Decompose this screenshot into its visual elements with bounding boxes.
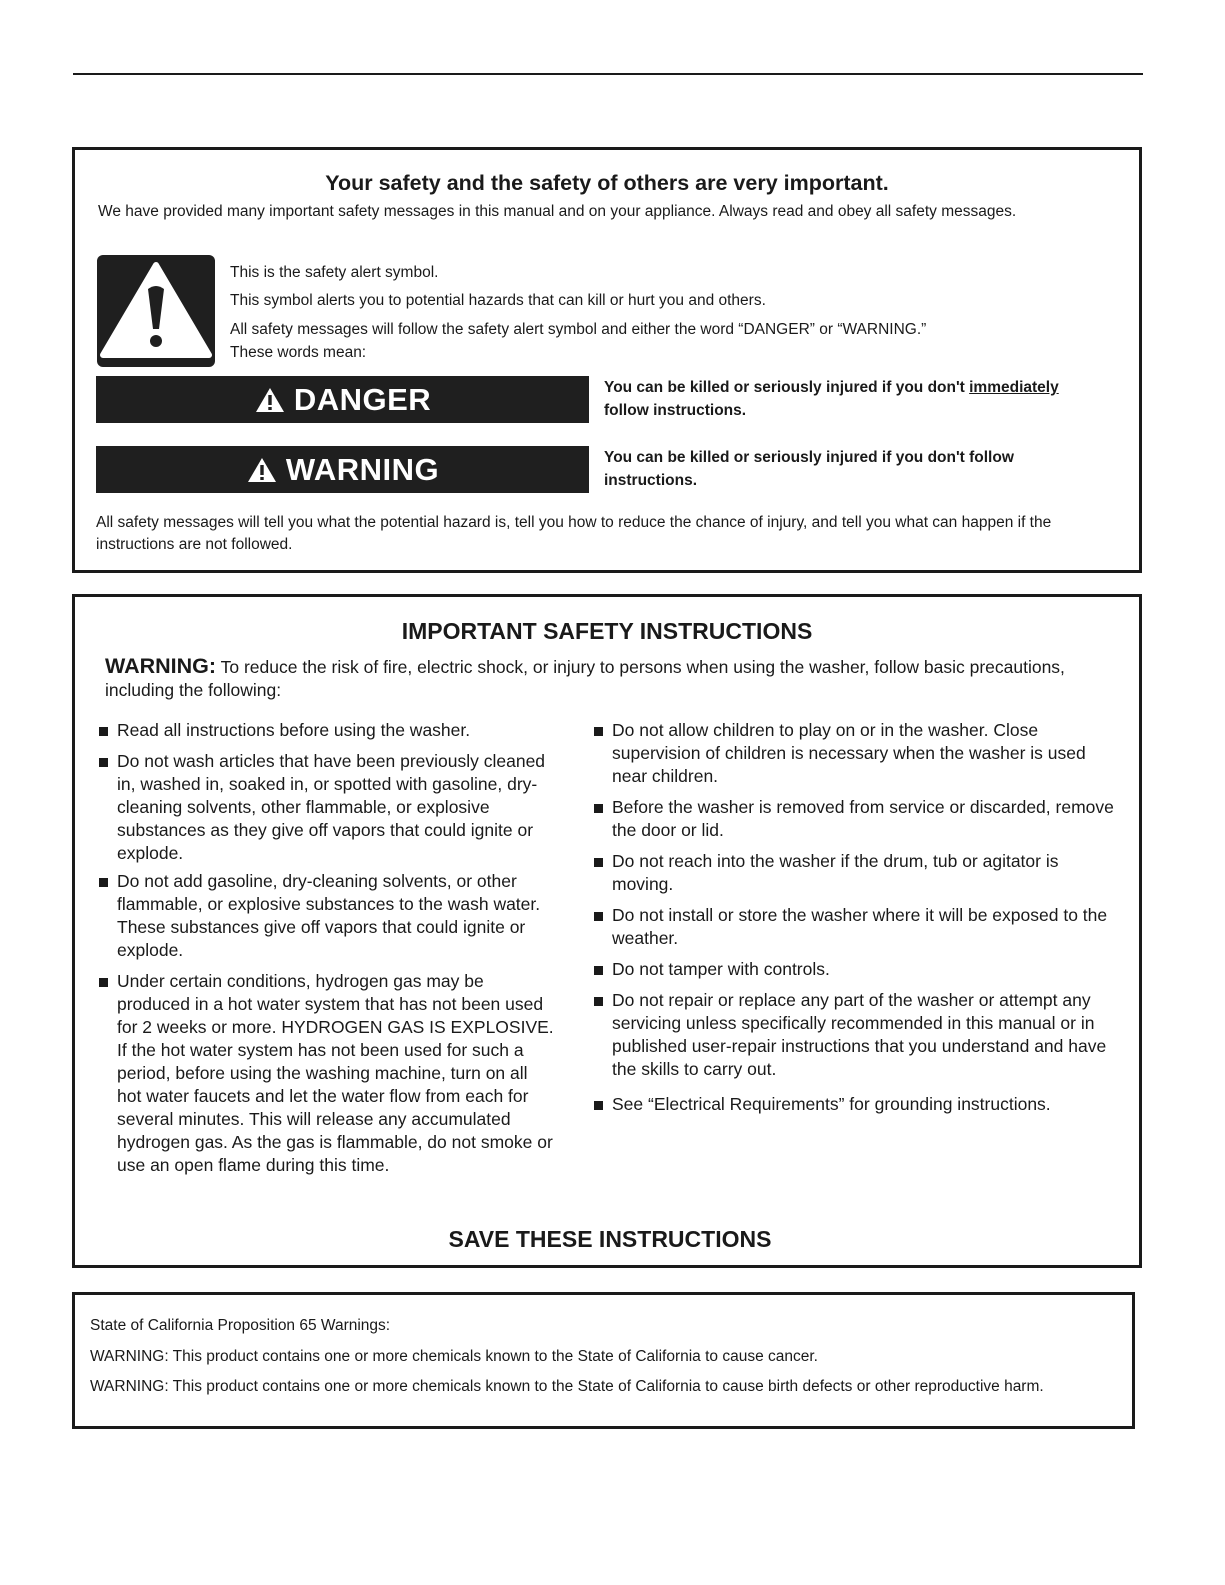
bullet-square-icon <box>594 858 603 867</box>
bullet-square-icon <box>99 978 108 987</box>
list-item: Before the washer is removed from service or discarded, remove the door or lid. <box>594 796 1114 842</box>
warning-intro-text: To reduce the risk of fire, electric shock, or injury to persons when using the washer, follow basic precautions, including the following: <box>105 657 1065 700</box>
instructions-title: IMPORTANT SAFETY INSTRUCTIONS <box>401 618 813 644</box>
warning-label: WARNING <box>285 451 440 487</box>
bullet-square-icon <box>594 804 603 813</box>
danger-alert-icon <box>254 386 286 414</box>
list-item: Read all instructions before using the washer. <box>99 719 555 742</box>
warning-description: You can be killed or seriously injured if you don't follow instructions. <box>604 449 1014 489</box>
list-item: Do not repair or replace any part of the washer or attempt any servicing unless specifically recommended in this manual or in published user-repair instructions that you understand and have the skills to carry out. <box>594 989 1114 1081</box>
list-item: See “Electrical Requirements” for grounding instructions. <box>594 1093 1114 1116</box>
bullet-square-icon <box>594 1101 603 1110</box>
left-instruction-list <box>99 719 555 1177</box>
safety-closing-text: All safety messages will tell you what the potential hazard is, tell you how to reduce the chance of injury, and tell you what can happen if the instructions are not followed. <box>96 514 1052 553</box>
warning-intro <box>105 655 1105 702</box>
save-instructions-footer: SAVE THESE INSTRUCTIONS <box>448 1226 772 1252</box>
safety-intro-box <box>72 147 1142 573</box>
warning-alert-icon <box>246 456 278 484</box>
list-item: Do not reach into the washer if the drum, tub or agitator is moving. <box>594 850 1114 896</box>
bullet-square-icon <box>594 997 603 1006</box>
danger-description <box>604 376 1134 422</box>
symbol-line-1: This is the safety alert symbol. <box>230 264 439 281</box>
list-item: Do not allow children to play on or in the washer. Close supervision of children is necessary when the washer is used near children. <box>594 719 1114 788</box>
bullet-square-icon <box>99 758 108 767</box>
danger-signal-bar <box>96 376 589 423</box>
top-rule <box>73 73 1143 75</box>
safety-intro-text: We have provided many important safety messages in this manual and on your appliance. Always read and obey all safety messages. <box>98 203 1017 220</box>
symbol-line-3: All safety messages will follow the safety alert symbol and either the word “DANGER” or “WARNING.” <box>230 321 927 338</box>
prop65-title: State of California Proposition 65 Warnings: <box>90 1317 391 1334</box>
important-safety-instructions-box <box>72 594 1142 1268</box>
safety-alert-symbol-icon <box>97 255 215 367</box>
bullet-square-icon <box>99 727 108 736</box>
bullet-square-icon <box>99 878 108 887</box>
list-item: Under certain conditions, hydrogen gas may be produced in a hot water system that has not been used for 2 weeks or more. HYDROGEN GAS IS EXPLOSIVE. If the hot water system has not been used for such a period, before using the washing machine, turn on all hot water faucets and let the water flow from each for several minutes. This will release any accumulated hydrogen gas. As the gas is flammable, do not smoke or use an open flame during this time. <box>99 970 555 1177</box>
prop65-box <box>72 1292 1135 1429</box>
list-item: Do not tamper with controls. <box>594 958 1114 981</box>
right-instruction-list <box>594 719 1114 1116</box>
warning-signal-bar <box>96 446 589 493</box>
danger-text-after: follow instructions. <box>604 402 747 419</box>
prop65-warning-reproductive: WARNING: This product contains one or more chemicals known to the State of California to cause birth defects or other reproductive harm. <box>90 1378 1044 1395</box>
safety-headline: Your safety and the safety of others are very important. <box>325 171 889 195</box>
danger-text-before: You can be killed or seriously injured if you don't <box>604 379 970 396</box>
bullet-square-icon <box>594 912 603 921</box>
bullet-square-icon <box>594 966 603 975</box>
prop65-warning-cancer: WARNING: This product contains one or more chemicals known to the State of California to cause cancer. <box>90 1348 818 1365</box>
symbol-line-4: These words mean: <box>230 344 367 361</box>
list-item: Do not install or store the washer where it will be exposed to the weather. <box>594 904 1114 950</box>
list-item: Do not add gasoline, dry-cleaning solvents, or other flammable, or explosive substances to the wash water. These substances give off vapors that could ignite or explode. <box>99 870 555 962</box>
list-item: Do not wash articles that have been previously cleaned in, washed in, soaked in, or spotted with gasoline, dry-cleaning solvents, other flammable, or explosive substances as they give off vapors that could ignite or explode. <box>99 750 555 865</box>
danger-label: DANGER <box>293 381 432 417</box>
symbol-line-2: This symbol alerts you to potential hazards that can kill or hurt you and others. <box>230 292 766 309</box>
bullet-square-icon <box>594 727 603 736</box>
warning-intro-label: WARNING: <box>105 654 217 678</box>
danger-text-immediately: immediately <box>969 379 1059 396</box>
